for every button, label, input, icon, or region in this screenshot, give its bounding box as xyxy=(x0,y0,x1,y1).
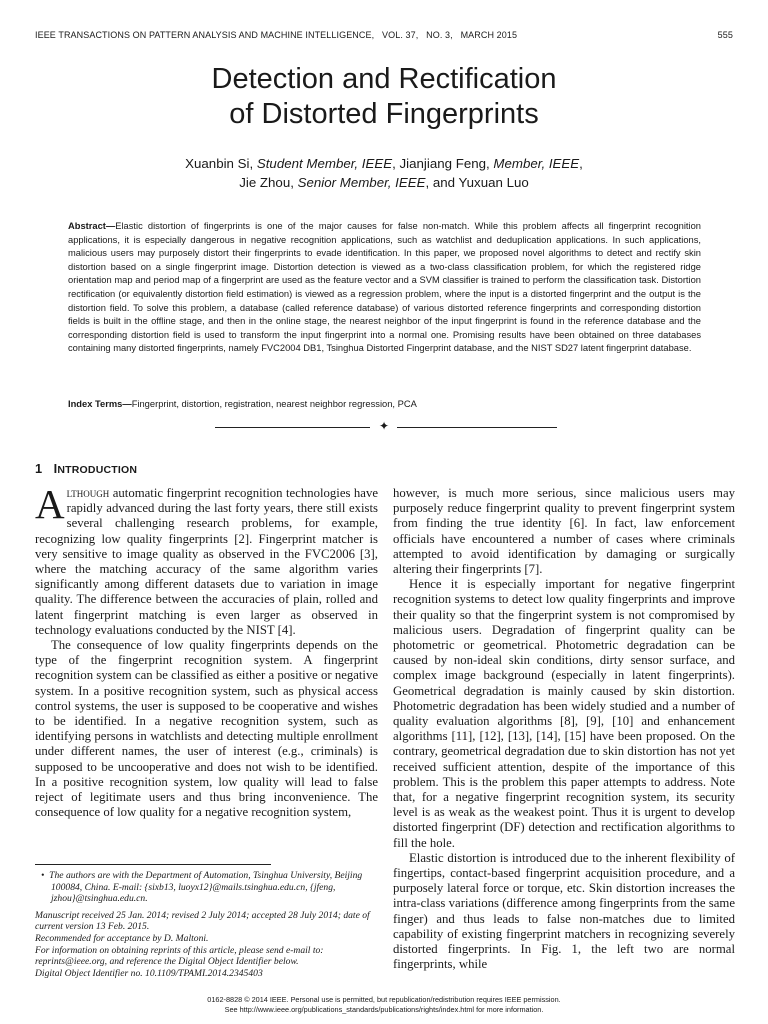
issue-number: NO. 3, xyxy=(426,30,453,40)
author-line-2 xyxy=(0,173,768,192)
affiliation-text: The authors are with the Department of Automation, Tsinghua University, Beijing 100084, China. E-mail: {sixb13, luoyx12}@mails.tsinghua.edu.cn, {jfeng, jzhou}@tsinghua.edu.cn. xyxy=(49,870,363,905)
running-header xyxy=(35,30,733,44)
section-heading xyxy=(35,461,137,476)
copyright-line-1: 0162-8828 © 2014 IEEE. Personal use is permitted, but republication/redistribution requires IEEE permission. xyxy=(207,995,561,1004)
separator-diamond-icon: ✦ xyxy=(378,419,390,433)
author-1-role: Student Member, IEEE xyxy=(256,156,393,171)
footnote-affiliation xyxy=(35,870,378,905)
footnote-doi: Digital Object Identifier no. 10.1109/TPAMI.2014.2345403 xyxy=(35,967,263,979)
title-line-2: of Distorted Fingerprints xyxy=(229,98,539,130)
left-paragraph-1-text: automatic fingerprint recognition technologies have rapidly advanced during the last forty years, there still exists several challenging research problems, for example, recognizing low quality fingerprints [2]. Fingerprint matcher is very sensitive to image quality as observed in the FVC2006 [3], where the matching accuracy of the same algorithm varies significantly among different datasets due to variation in image quality. The difference between the accuracies of plain, rolled and latent fingerprint matching is even larger as observed in technology evaluations conducted by the NIST [4]. xyxy=(35,486,378,637)
volume: VOL. 37, xyxy=(382,30,419,40)
copyright-line-2: See http://www.ieee.org/publications_standards/publications/rights/index.html for more information. xyxy=(224,1004,544,1014)
drop-cap: A xyxy=(35,481,65,527)
left-paragraph-1 xyxy=(35,481,378,638)
left-column xyxy=(35,481,378,820)
journal-name: IEEE TRANSACTIONS ON PATTERN ANALYSIS AND MACHINE INTELLIGENCE, xyxy=(35,30,375,40)
index-terms xyxy=(68,398,701,412)
footnote-recommended: Recommended for acceptance by D. Maltoni. xyxy=(35,932,209,944)
separator-rule-left xyxy=(215,427,370,428)
right-paragraph-1: however, is much more serious, since malicious users may purposely reduce fingerprint quality to prevent fingerprint system from finding the true identity [6]. In fact, law enforcement officials have encountered a number of cases where criminals attempted to avoid identification by damaging or surgically altering their fingerprints [7]. xyxy=(393,486,735,577)
copyright-notice xyxy=(0,995,768,1014)
section-title-initial: I xyxy=(53,461,58,476)
footnotes xyxy=(35,870,378,979)
abstract-text: Elastic distortion of fingerprints is one of the major causes for false non-match. While this problem affects all fingerprint recognition applications, it is especially dangerous in negative recognition applications, such as watchlist and deduplication applications. In such applications, malicious users may purposely distort their fingerprints to evade identification. In this paper, we proposed novel algorithms to detect and rectify skin distortion based on a single fingerprint image. Distortion detection is viewed as a two-class classification problem, for which the registered ridge orientation map and period map of a fingerprint are used as the feature vector and a SVM classifier is trained to perform the classification task. Distortion rectification (or equivalently distortion field estimation) is viewed as a regression problem, where the input is a distorted fingerprint and the output is the distortion field. To solve this problem, a database (called reference database) of various distorted reference fingerprints and corresponding distortion fields is built in the offline stage, and then in the online stage, the nearest neighbor of the input fingerprint is found in the reference database and the corresponding distortion field is used to transform the input fingerprint into a normal one. Promising results have been obtained on three databases containing many distorted fingerprints, namely FVC2004 DB1, Tsinghua Distorted Fingerprint database, and the NIST SD27 latent fingerprint database. xyxy=(68,221,701,354)
author-2-end: , xyxy=(579,156,583,171)
author-3: Jie Zhou, xyxy=(239,175,294,190)
section-number: 1 xyxy=(35,461,43,476)
first-word-smallcaps: lthough xyxy=(66,486,110,500)
footnote-rule xyxy=(35,864,271,865)
right-paragraph-2: Hence it is especially important for negative fingerprint recognition systems to detect low quality fingerprints and improve their quality so that the fingerprint system is not compromised by malicious users. Degradation of fingerprint quality can be photometric or geometrical. Photometric degradation can be caused by non-ideal skin conditions, dirty sensor surface, and complex image background (especially in latent fingerprints). Geometrical degradation is mainly caused by skin distortion. Photometric degradation has been widely studied and a number of quality evaluation algorithms [8], [9], [10] and enhancement algorithms [11], [12], [13], [14], [15] have been proposed. On the contrary, geometrical degradation due to skin distortion has not yet received sufficient attention, despite of the importance of this problem. This is the problem this paper attempts to address. Note that, for a negative fingerprint recognition system, its security level is as weak as the weakest point. Thus it is urgent to develop distorted fingerprint (DF) detection and rectification algorithms to fill the hole. xyxy=(393,577,735,850)
title-line-1: Detection and Rectification xyxy=(211,63,557,95)
page-number: 555 xyxy=(717,30,733,40)
index-terms-text: Fingerprint, distortion, registration, nearest neighbor regression, PCA xyxy=(131,399,417,409)
separator-rule-right xyxy=(397,427,557,428)
right-column xyxy=(393,486,735,973)
author-2: , Jianjiang Feng, xyxy=(392,156,490,171)
section-title-rest: NTRODUCTION xyxy=(57,464,138,476)
right-paragraph-3: Elastic distortion is introduced due to the inherent flexibility of fingertips, contact-based fingerprint acquisition procedure, and a purposely lateral force or torque, etc. Skin distortion increases the intra-class variations (difference among fingerprints from the same finger) and thus leads to false non-matches due to limited capability of existing fingerprint matchers in recognizing severely distorted fingerprints. In Fig. 1, the left two are normal fingerprints, while xyxy=(393,850,735,972)
footnote-bullet: • xyxy=(41,870,45,881)
author-2-role: Member, IEEE xyxy=(493,156,580,171)
journal-info xyxy=(35,30,517,40)
footnote-received: Manuscript received 25 Jan. 2014; revised 2 July 2014; accepted 28 July 2014; date of current version 13 Feb. 2015. xyxy=(35,909,370,933)
author-4: , and Yuxuan Luo xyxy=(425,175,529,190)
footnote-reprints: For information on obtaining reprints of this article, please send e-mail to: reprints@ieee.org, and reference the Digital Object Identifier below. xyxy=(35,944,324,968)
left-paragraph-2: The consequence of low quality fingerprints depends on the type of the fingerprint recognition system. A fingerprint recognition system can be classified as either a positive or negative system. In a positive recognition system, such as physical access control systems, the user is supposed to be cooperative and wishes to be identified. In a negative recognition system, such as identifying persons in watchlists and detecting multiple enrollment under different names, the user of interest (e.g., criminals) is supposed to be uncooperative and does not wish to be identified. In a positive recognition system, low quality will lead to false reject of legitimate users and thus bring inconvenience. The consequence of low quality for a negative recognition system, xyxy=(35,638,378,820)
author-1: Xuanbin Si, xyxy=(185,156,254,171)
abstract-label: Abstract— xyxy=(68,221,116,231)
paper-title xyxy=(0,62,768,132)
author-line-1 xyxy=(0,154,768,173)
author-list xyxy=(0,154,768,192)
index-terms-label: Index Terms— xyxy=(68,399,132,409)
issue-date: MARCH 2015 xyxy=(460,30,518,40)
author-3-role: Senior Member, IEEE xyxy=(297,175,426,190)
abstract xyxy=(68,220,701,356)
